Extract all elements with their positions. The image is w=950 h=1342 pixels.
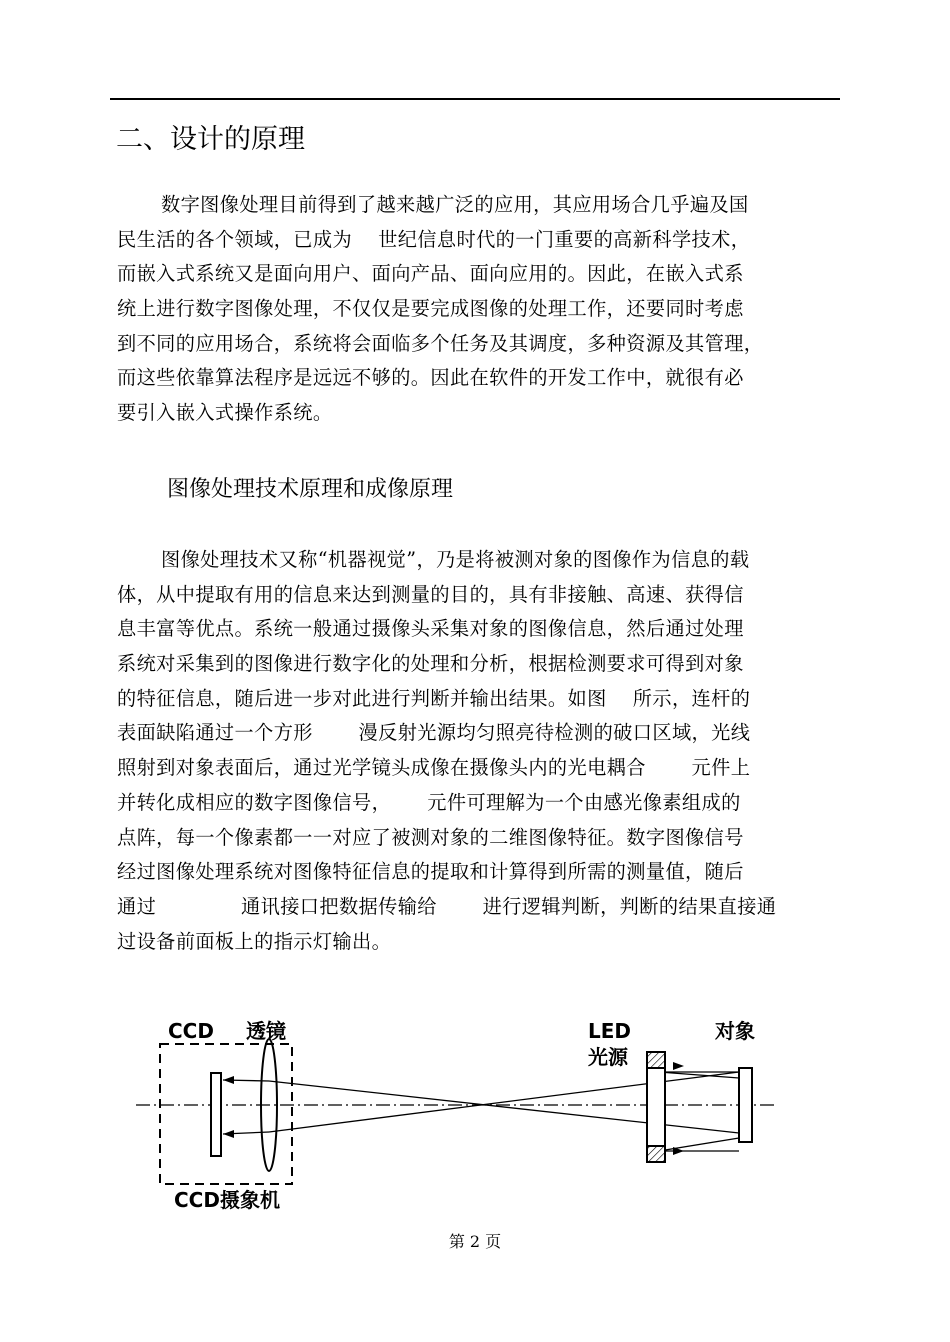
paragraph-line: 过设备前面板上的指示灯输出。 (117, 929, 392, 953)
inspected-object (739, 1068, 752, 1142)
imaging-principle-diagram (128, 1010, 788, 1215)
paragraph-line: 通过 通讯接口把数据传输给 进行逻辑判断，判断的结果直接通 (117, 894, 777, 918)
paragraph-line: 统上进行数字图像处理，不仅仅是要完成图像的处理工作，还要同时考虑 (117, 297, 744, 321)
paragraph-line: 图像处理技术又称“机器视觉”，乃是将被测对象的图像作为信息的载 (161, 548, 750, 571)
paragraph-line: 经过图像处理系统对图像特征信息的提取和计算得到所需的测量值，随后 (117, 860, 744, 884)
paragraph-line: 数字图像处理目前得到了越来越广泛的应用，其应用场合几乎遍及国 (161, 193, 749, 216)
header-rule (110, 98, 840, 100)
led-label: LED (588, 1019, 632, 1043)
paragraph-line: 而嵌入式系统又是面向用户、面向产品、面向应用的。因此，在嵌入式系 (117, 262, 744, 286)
paragraph-line: 要引入嵌入式操作系统。 (117, 401, 333, 425)
paragraph-line: 系统对采集到的图像进行数字化的处理和分析，根据检测要求可得到对象 (117, 652, 744, 676)
paragraph-line: 而这些依靠算法程序是远远不够的。因此在软件的开发工作中，就很有必 (117, 366, 744, 390)
ccd-sensor (211, 1073, 221, 1156)
page-number: 第 2 页 (448, 1232, 502, 1251)
light-source-label: 光源 (588, 1045, 628, 1069)
led-hatch-bottom (647, 1146, 665, 1162)
camera-label: CCD摄象机 (174, 1188, 280, 1212)
paragraph-line: 的特征信息，随后进一步对此进行判断并输出结果。如图 所示，连杆的 (117, 686, 751, 710)
led-hatch-top (647, 1052, 665, 1068)
paragraph-principle (117, 543, 831, 959)
paragraph-line: 并转化成相应的数字图像信号， 元件可理解为一个由感光像素组成的 (117, 790, 741, 814)
paragraph-intro (117, 188, 831, 431)
paragraph-line: 表面缺陷通过一个方形 漫反射光源均匀照亮待检测的破口区域，光线 (117, 721, 751, 745)
paragraph-line: 点阵，每一个像素都一一对应了被测对象的二维图像特征。数字图像信号 (117, 825, 744, 849)
paragraph-line: 照射到对象表面后，通过光学镜头成像在摄像头内的光电耦合 元件上 (117, 756, 751, 780)
subsection-title: 图像处理技术原理和成像原理 (167, 477, 454, 502)
section-title: 二、设计的原理 (116, 124, 305, 155)
paragraph-line: 体，从中提取有用的信息来达到测量的目的，具有非接触、高速、获得信 (117, 582, 744, 606)
ccd-label: CCD (168, 1019, 214, 1043)
lens-label: 透镜 (246, 1019, 286, 1043)
paragraph-line: 到不同的应用场合，系统将会面临多个任务及其调度，多种资源及其管理， (117, 331, 764, 355)
object-label: 对象 (715, 1019, 755, 1043)
paragraph-line: 民生活的各个领域，已成为 世纪信息时代的一门重要的高新科学技术， (117, 227, 751, 251)
paragraph-line: 息丰富等优点。系统一般通过摄像头采集对象的图像信息，然后通过处理 (117, 617, 744, 641)
